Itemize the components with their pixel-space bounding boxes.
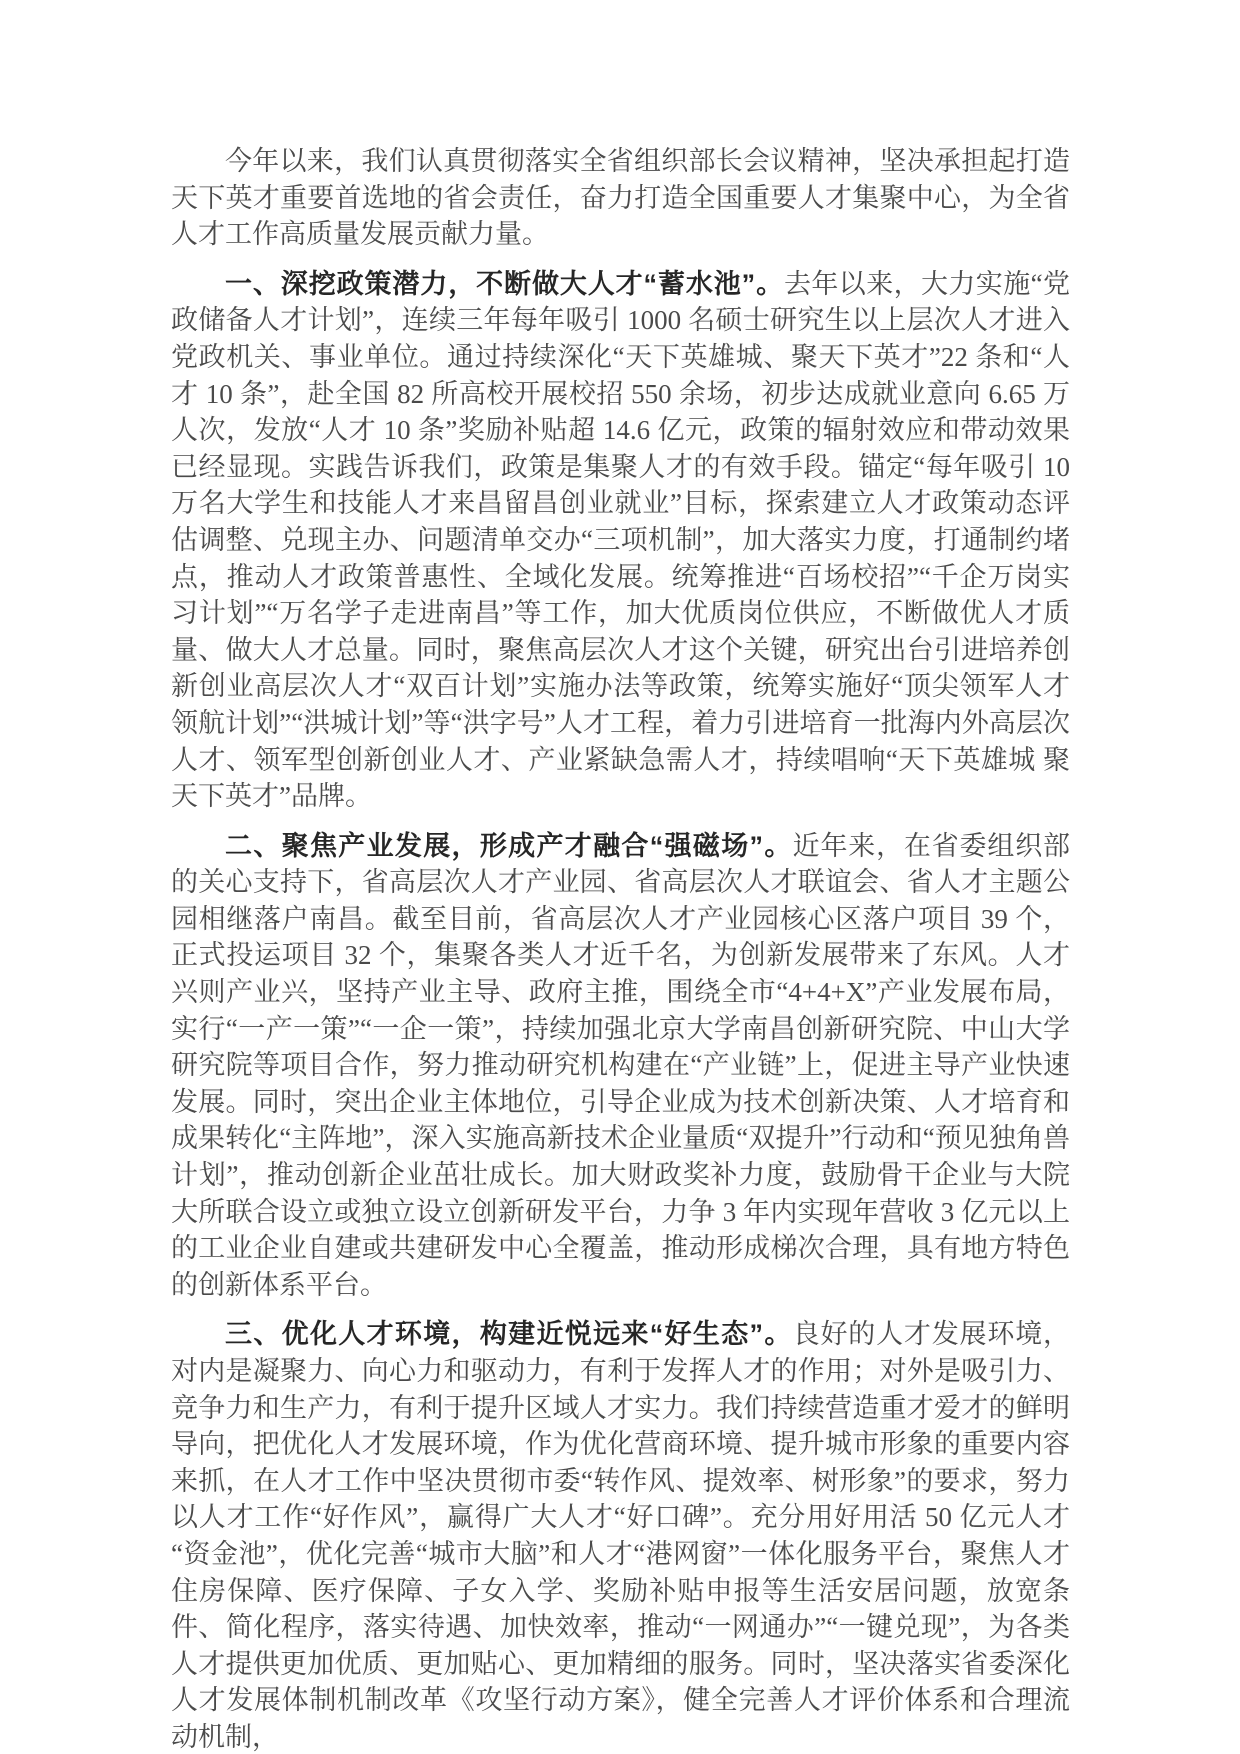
intro-text: 今年以来，我们认真贯彻落实全省组织部长会议精神，坚决承担起打造天下英才重要首选地的省会责任，奋力打造全国重要人才集聚中心，为全省人才工作高质量发展贡献力量。: [171, 146, 1070, 250]
section-1-body: 去年以来，大力实施“党政储备人才计划”，连续三年每年吸引 1000 名硕士研究生以上层次人才进入党政机关、事业单位。通过持续深化“天下英雄城、聚天下英才”22 条和“人才 10 条”，赴全国 82 所高校开展校招 550 余场，初步达成就业意向 6.65 万人次，发放“人才 10 条”奖励补贴超 14.6 亿元，政策的辐射效应和带动效果已经显现。实践告诉我们，政策是集聚人才的有效手段。锚定“每年吸引 10 万名大学生和技能人才来昌留昌创业就业”目标，探索建立人才政策动态评估调整、兑现主办、问题清单交办“三项机制”，加大落实力度，打通制约堵点，推动人才政策普惠性、全域化发展。统筹推进“百场校招”“千企万岗实习计划”“万名学子走进南昌”等工作，加大优质岗位供应，不断做优人才质量、做大人才总量。同时，聚焦高层次人才这个关键，研究出台引进培养创新创业高层次人才“双百计划”实施办法等政策，统筹实施好“顶尖领军人才领航计划”“洪城计划”等“洪字号”人才工程，着力引进培育一批海内外高层次人才、领军型创新创业人才、产业紧缺急需人才，持续唱响“天下英雄城 聚天下英才”品牌。: [171, 268, 1071, 812]
document-content: [171, 143, 1070, 1754]
section-3-heading: 三、优化人才环境，构建近悦远来“好生态”。: [225, 1319, 793, 1350]
section-2-body: 近年来，在省委组织部的关心支持下，省高层次人才产业园、省高层次人才联谊会、省人才主题公园相继落户南昌。截至目前，省高层次人才产业园核心区落户项目 39 个，正式投运项目 32 个，集聚各类人才近千名，为创新发展带来了东风。人才兴则产业兴，坚持产业主导、政府主推，围绕全市“4+4+X”产业发展布局，实行“一产一策”“一企一策”，持续加强北京大学南昌创新研究院、中山大学研究院等项目合作，努力推动研究机构建在“产业链”上，促进主导产业快速发展。同时，突出企业主体地位，引导企业成为技术创新决策、人才培育和成果转化“主阵地”，深入实施高新技术企业量质“双提升”行动和“预见独角兽计划”，推动创新企业茁壮成长。加大财政奖补力度，鼓励骨干企业与大院大所联合设立或独立设立创新研发平台，力争 3 年内实现年营收 3 亿元以上的工业企业自建或共建研发中心全覆盖，推动形成梯次合理，具有地方特色的创新体系平台。: [171, 830, 1071, 1300]
section-2-heading: 二、聚焦产业发展，形成产才融合“强磁场”。: [225, 830, 793, 861]
section-2-paragraph: [171, 828, 1070, 1304]
section-3-body: 良好的人才发展环境，对内是凝聚力、向心力和驱动力，有利于发挥人才的作用；对外是吸引力、竞争力和生产力，有利于提升区域人才实力。我们持续营造重才爱才的鲜明导向，把优化人才发展环境，作为优化营商环境、提升城市形象的重要内容来抓，在人才工作中坚决贯彻市委“转作风、提效率、树形象”的要求，努力以人才工作“好作风”，赢得广大人才“好口碑”。充分用好用活 50 亿元人才“资金池”，优化完善“城市大脑”和人才“港网窗”一体化服务平台，聚焦人才住房保障、医疗保障、子女入学、奖励补贴申报等生活安居问题，放宽条件、简化程序，落实待遇、加快效率，推动“一网通办”“一键兑现”，为各类人才提供更加优质、更加贴心、更加精细的服务。同时，坚决落实省委深化人才发展体制机制改革《攻坚行动方案》，健全完善人才评价体系和合理流动机制，: [171, 1319, 1071, 1752]
section-1-heading: 一、深挖政策潜力，不断做大人才“蓄水池”。: [225, 268, 784, 299]
section-1-paragraph: [171, 266, 1070, 815]
intro-paragraph: [171, 143, 1070, 253]
section-3-paragraph: [171, 1316, 1070, 1754]
